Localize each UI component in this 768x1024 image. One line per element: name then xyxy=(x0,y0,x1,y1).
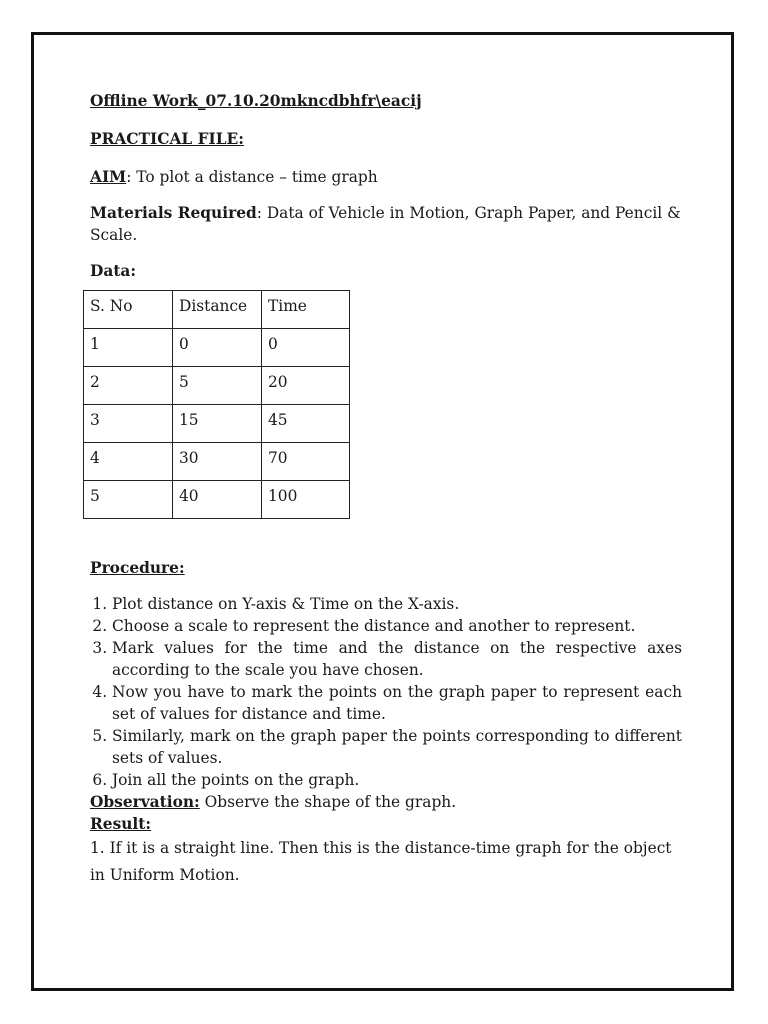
document-heading: Offline Work_07.10.20mkncdbhfr\eacij xyxy=(90,92,422,110)
table-cell: 3 xyxy=(84,405,173,443)
observation-label: Observation: xyxy=(90,793,200,811)
list-item: 4. Now you have to mark the points on the graph paper to represent each set of values for distance and time. xyxy=(112,681,682,725)
table-header: S. No xyxy=(84,291,173,329)
list-item: 2. Choose a scale to represent the distance and another to represent. xyxy=(112,615,682,637)
procedure-heading: Procedure: xyxy=(90,559,185,577)
materials-text: : Data of Vehicle in Motion, Graph Paper, and Pencil & Scale. xyxy=(90,204,681,244)
table-row xyxy=(84,443,350,481)
table-cell: 0 xyxy=(262,329,350,367)
table-cell: 5 xyxy=(84,481,173,519)
procedure-steps xyxy=(90,593,682,791)
table-header: Distance xyxy=(173,291,262,329)
list-item: 1. Plot distance on Y-axis & Time on the X-axis. xyxy=(112,593,682,615)
observation-line xyxy=(90,791,682,813)
table-cell: 2 xyxy=(84,367,173,405)
table-cell: 100 xyxy=(262,481,350,519)
table-cell: 0 xyxy=(173,329,262,367)
table-cell: 15 xyxy=(173,405,262,443)
result-heading: Result: xyxy=(90,815,152,833)
materials-line xyxy=(90,202,682,246)
table-row xyxy=(84,405,350,443)
table-header: Time xyxy=(262,291,350,329)
aim-label: AIM xyxy=(90,168,127,186)
table-row xyxy=(84,481,350,519)
aim-text: : To plot a distance – time graph xyxy=(126,168,378,186)
table-cell: 40 xyxy=(173,481,262,519)
data-table xyxy=(83,290,350,519)
table-cell: 5 xyxy=(173,367,262,405)
list-item: 3. Mark values for the time and the distance on the respective axes according to the scale you have chosen. xyxy=(112,637,682,681)
table-cell: 1 xyxy=(84,329,173,367)
aim-line xyxy=(90,166,682,188)
observation-text: Observe the shape of the graph. xyxy=(199,793,457,811)
table-header-row xyxy=(84,291,350,329)
document-body xyxy=(90,90,682,889)
practical-file-heading: PRACTICAL FILE: xyxy=(90,130,244,148)
table-cell: 70 xyxy=(262,443,350,481)
table-cell: 4 xyxy=(84,443,173,481)
list-item: 5. Similarly, mark on the graph paper the points corresponding to different sets of values. xyxy=(112,725,682,769)
table-row xyxy=(84,329,350,367)
table-row xyxy=(84,367,350,405)
materials-label: Materials Required xyxy=(90,204,257,222)
data-label: Data: xyxy=(90,262,137,280)
list-item: 6. Join all the points on the graph. xyxy=(112,769,682,791)
table-cell: 20 xyxy=(262,367,350,405)
table-cell: 45 xyxy=(262,405,350,443)
table-cell: 30 xyxy=(173,443,262,481)
result-text: 1. If it is a straight line. Then this is the distance-time graph for the object in Uniform Motion. xyxy=(90,839,672,884)
